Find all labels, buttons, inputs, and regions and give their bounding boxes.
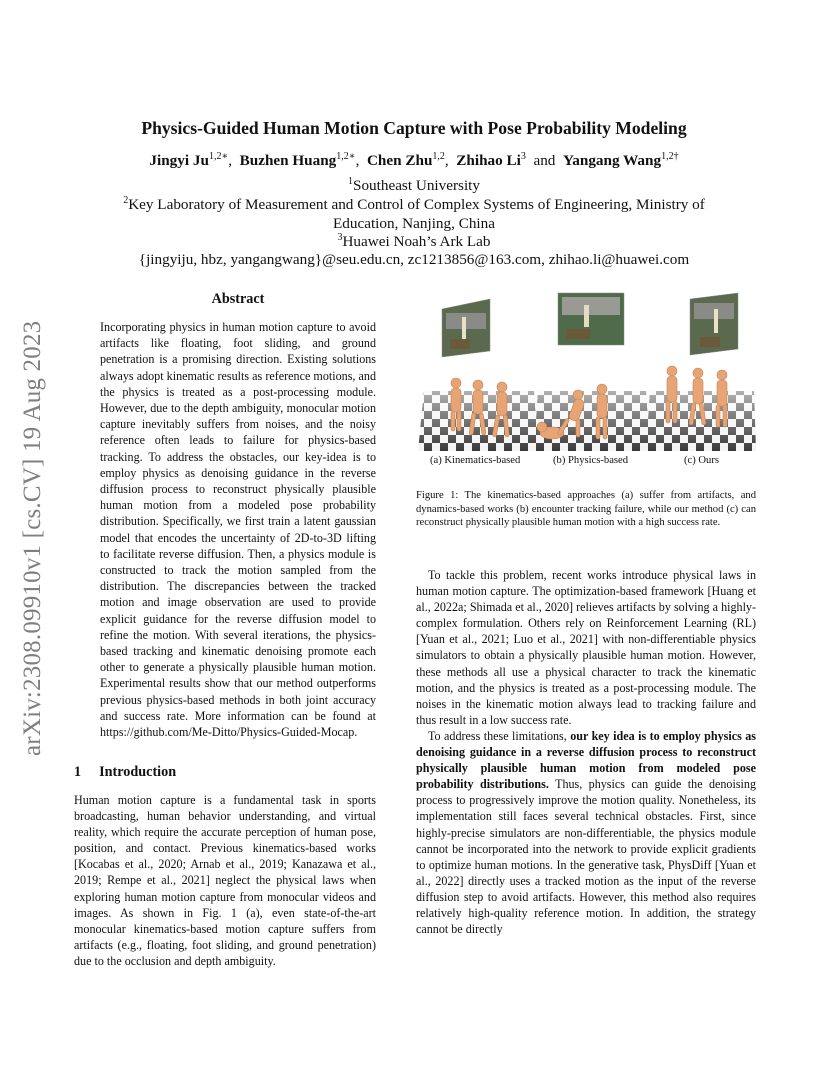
affiliation-text: Southeast University — [353, 177, 480, 194]
author-sup: 1,2∗ — [208, 151, 229, 162]
author-name: Chen Zhu — [366, 152, 433, 169]
author-sup: 1,2∗ — [336, 151, 356, 162]
author-name: Jingyi Ju — [149, 152, 209, 169]
affiliation-2-line2: Education, Nanjing, China — [333, 215, 495, 232]
author-list — [0, 152, 828, 170]
affiliation-3 — [0, 232, 828, 251]
figure-1 — [416, 291, 756, 471]
affiliation-2 — [0, 195, 828, 214]
section-title: Introduction — [99, 764, 177, 780]
section-number: 1 — [74, 764, 82, 780]
section-heading — [74, 764, 176, 781]
floor-b — [534, 391, 650, 451]
author-name: Buzhen Huang — [239, 152, 337, 169]
video-frame-b — [558, 293, 624, 345]
paragraph-text: To address these limitations, — [428, 728, 567, 743]
intro-right-column — [416, 567, 756, 937]
video-frame-a — [442, 299, 490, 357]
abstract-heading: Abstract — [211, 291, 265, 307]
author-emails: {jingyiju, hbz, yangangwang}@seu.edu.cn, zc1213856@163.com, zhihao.li@huawei.com — [138, 251, 690, 268]
affiliation-text: Huawei Noah’s Ark Lab — [342, 233, 491, 250]
arxiv-stamp: arXiv:2308.09910v1 [cs.CV] 19 Aug 2023 — [19, 320, 46, 756]
paragraph-text: Thus, physics can guide the denoising process to progressively improve the motion quality. Nonetheless, its implementation still faces several technical obstacles. First, since highly-precise simulators are non-differentiable, the physics module cannot be incorporated into the network to provide explicit gradients to optimize human motions. In the generative task, PhysDiff [Yuan et al., 2022] directly uses a tracked motion as the input of the reverse diffusion step to avoid artifacts. However, this method also requires relatively high-quality reference motion. In addition, the strategy cannot be directly — [416, 777, 756, 937]
author-name: Yangang Wang — [563, 152, 662, 169]
author-sup: 1,2† — [661, 151, 679, 162]
affiliation-text: Key Laboratory of Measurement and Control of Complex Systems of Engineering, Ministry of — [128, 196, 705, 213]
paragraph-text: To tackle this problem, recent works introduce physical laws in human motion capture. The optimization-based framework [Huang et al., 2022a; Shimada et al., 2020] relieves artifacts by solving a highly-complex formulation. Others rely on Reinforcement Learning (RL) [Yuan et al., 2021; Luo et al., 2021] with non-differentiable physics simulators to obtain a physically plausible human motion. However, these methods all use a physical character to track the kinematic motion, and the physics is treated as a post-processing module. The noises in the kinematic motion always lead to tracking failure and thus result in a low success rate. — [416, 568, 756, 727]
affiliation-sup: 3 — [337, 232, 343, 243]
video-frame-c — [690, 293, 738, 355]
figure-caption: Figure 1: The kinematics-based approaches (a) suffer from artifacts, and dynamics-based works (b) encounter tracking failure, while our method (c) can reconstruct physically plausible human motion with a high success rate. — [416, 490, 756, 529]
author-sup: 3 — [520, 151, 526, 162]
author-separator: , — [444, 152, 449, 169]
paragraph-2 — [416, 728, 756, 937]
paragraph-text: Human motion capture is a fundamental task in sports broadcasting, human behavior understanding, and virtual reality, which require the accurate perception of human pose, position, and contact. Previous kinematics-based works [Kocabas et al., 2020; Arnab et al., 2019; Kanazawa et al., 2019; Rempe et al., 2021] neglect the physical laws when exploring human motion capture from monocular videos and images. As shown in Fig. 1 (a), even state-of-the-art monocular kinematics-based motion capture suffers from artifacts (e.g., floating, foot sliding, and ground penetration) due to the occlusion and depth ambiguity. — [74, 793, 376, 968]
affiliation-1 — [0, 176, 828, 195]
subcaption-c: (c) Ours — [684, 455, 720, 466]
affiliation-sup: 2 — [123, 195, 129, 206]
author-name: Zhihao Li — [456, 152, 521, 169]
author-and: and — [533, 152, 556, 169]
subcaption-a: (a) Kinematics-based — [430, 455, 521, 466]
author-separator: , — [355, 152, 360, 169]
affiliation-sup: 1 — [348, 176, 353, 187]
author-separator: , — [228, 152, 233, 169]
abstract-text: Incorporating physics in human motion capture to avoid artifacts like floating, foot sliding, and ground penetration is a promising direction. Existing solutions always adopt kinematic results as reference motions, and the physics is treated as a post-processing module. However, due to the depth ambiguity, monocular motion capture inevitably suffers from noises, and the noisy reference often leads to failure for physics-based tracking. To address the obstacles, our key-idea is to employ physics as denoising guidance in the reverse diffusion process to reconstruct physically plausible human motion from a modeled pose probability distribution. Specifically, we first train a latent gaussian model that encodes the uncertainty of 2D-to-3D lifting to facilitate reverse diffusion. Then, a physics module is constructed to track the motion sampled from the distribution. The discrepancies between the tracked motion and image observation are used to provide explicit guidance for the reverse diffusion model to refine the motion. With several iterations, the physics-based tracking and kinematic denoising promote each other to generate a physically plausible human motion. Experimental results show that our method outperforms previous physics-based methods in both joint accuracy and success rate. More information can be found at https://github.com/Me-Ditto/Physics-Guided-Mocap. — [100, 320, 376, 740]
author-sup: 1,2 — [432, 151, 445, 162]
key-idea-text: our key idea is to employ physics as denoising guidance in a reverse diffusion process to reconstruct physically plausible human motion from modeled pose probability distributions. — [416, 728, 756, 792]
subcaption-b: (b) Physics-based — [553, 455, 629, 466]
intro-paragraph-1 — [74, 792, 376, 969]
paper-title: Physics-Guided Human Motion Capture with Pose Probability Modeling — [141, 118, 687, 138]
figure-1-image — [416, 291, 756, 451]
